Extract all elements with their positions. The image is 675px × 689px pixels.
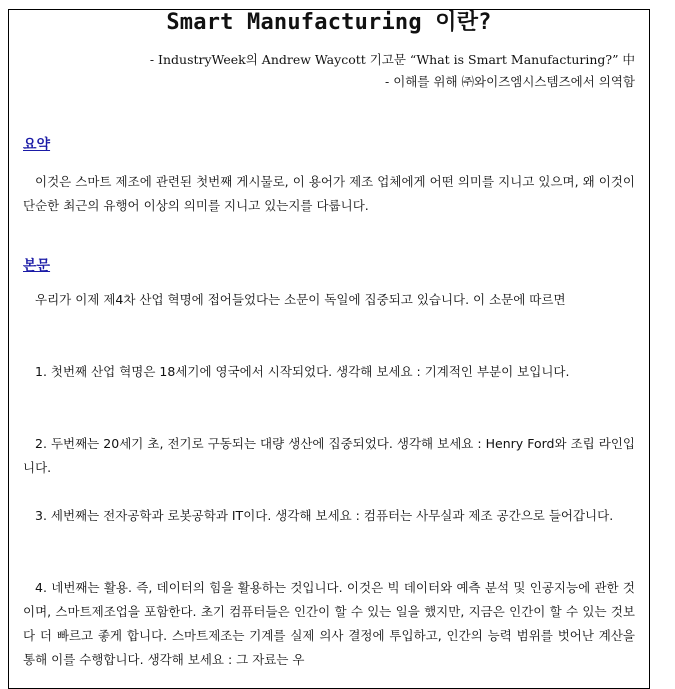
body-paragraph: 우리가 이제 제4차 산업 혁명에 접어들었다는 소문이 독일에 집중되고 있습니다. 이 소문에 따르면: [35, 292, 566, 307]
summary-heading: 요약: [23, 137, 51, 153]
byline-translation-note: - 이해를 위해 ㈜와이즈엠시스템즈에서 의역함: [385, 74, 635, 89]
summary-text: 이것은 스마트 제조에 관련된 첫번째 게시물로, 이 용어가 제조 업체에게 어떤 의미를 지니고 있으며, 왜 이것이 단순한 최근의 유행어 이상의 의미를 지니고 있는지를 다룹니다.: [23, 174, 635, 213]
document-page: [8, 9, 650, 689]
body-list-item-2: 2. 두번째는 20세기 초, 전기로 구동되는 대량 생산에 집중되었다. 생각해 보세요 : Henry Ford와 조립 라인입니다.: [23, 436, 635, 475]
body-list-item-3: 3. 세번째는 전자공학과 로봇공학과 IT이다. 생각해 보세요 : 컴퓨터는 사무실과 제조 공간으로 들어갑니다.: [35, 508, 614, 523]
body-list-item-1: 1. 첫번째 산업 혁명은 18세기에 영국에서 시작되었다. 생각해 보세요 : 기계적인 부분이 보입니다.: [35, 364, 570, 379]
body-list-item-4: 4. 네번째는 활용. 즉, 데이터의 힘을 활용하는 것입니다. 이것은 빅 데이터와 예측 분석 및 인공지능에 관한 것이며, 스마트제조업을 포함한다. 초기 컴퓨터들은 인간이 할 수 있는 일을 했지만, 지금은 인간이 할 수 있는 것보다 더 빠르고 좋게 합니다. 스마트제조는 기계를 실제 의사 결정에 투입하고, 인간의 능력 범위를 벗어난 계산을 통해 이를 수행합니다. 생각해 보세요 : 그 자료는 우: [23, 580, 635, 667]
body-heading: 본문: [23, 258, 51, 274]
byline-source: - IndustryWeek의 Andrew Waycott 기고문 “What is Smart Manufacturing?” 中: [149, 52, 635, 67]
document-title: Smart Manufacturing 이란?: [166, 10, 492, 35]
